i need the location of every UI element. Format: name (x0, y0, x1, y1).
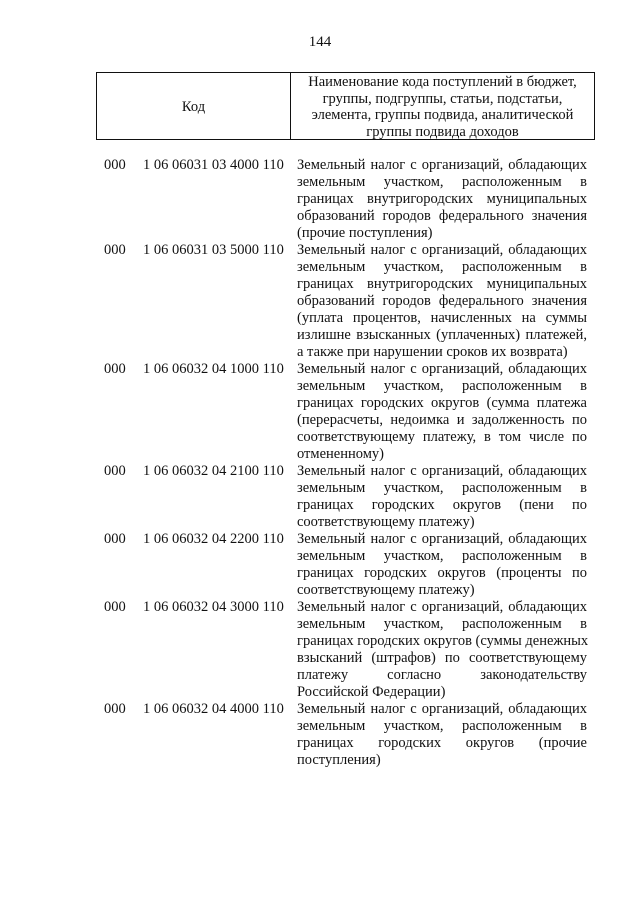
description-line: границах городских округов (суммы денежных (297, 633, 589, 649)
description-line: Земельный налог с организаций, обладающих (297, 242, 587, 258)
description-line: (уплата процентов, начисленных на суммы (297, 310, 587, 326)
description-line: границах городских округов (сумма платежа (297, 395, 587, 411)
description-line: Земельный налог с организаций, обладающих (297, 531, 587, 547)
description-line: земельным участком, расположенным в (297, 480, 587, 496)
description-line: излишне взысканных (уплаченных) платежей, (297, 327, 587, 343)
description-line: соответствующему платежу, в том числе по (297, 429, 587, 445)
description-line: земельным участком, расположенным в (297, 378, 587, 394)
row-description (297, 361, 587, 463)
row-description (297, 463, 587, 531)
description-line: Российской Федерации) (297, 684, 446, 700)
page-number: 144 (308, 34, 332, 50)
row-admin-code: 000 (104, 242, 126, 258)
description-line: земельным участком, расположенным в (297, 174, 587, 190)
description-line: соответствующему платежу) (297, 514, 475, 530)
table-row (0, 157, 640, 242)
description-line: Земельный налог с организаций, обладающих (297, 361, 587, 377)
row-income-code: 1 06 06032 04 2200 110 (143, 531, 284, 547)
description-line: Земельный налог с организаций, обладающих (297, 157, 587, 173)
table-header (96, 72, 595, 140)
row-admin-code: 000 (104, 463, 126, 479)
row-description (297, 599, 587, 701)
row-income-code: 1 06 06032 04 3000 110 (143, 599, 284, 615)
description-line: земельным участком, расположенным в (297, 616, 587, 632)
table-row (0, 701, 640, 769)
row-admin-code: 000 (104, 157, 126, 173)
row-income-code: 1 06 06032 04 4000 110 (143, 701, 284, 717)
table-row (0, 463, 640, 531)
description-line: (прочие поступления) (297, 225, 433, 241)
row-admin-code: 000 (104, 531, 126, 547)
description-line: Земельный налог с организаций, обладающих (297, 463, 587, 479)
description-line: платежу согласно законодательству (297, 667, 587, 683)
row-description (297, 157, 587, 242)
description-line: соответствующему платежу) (297, 582, 475, 598)
table-row (0, 531, 640, 599)
description-line: границах городских округов (пени по (297, 497, 587, 513)
description-line: а также при нарушении сроков их возврата) (297, 344, 568, 360)
description-line: земельным участком, расположенным в (297, 548, 587, 564)
row-income-code: 1 06 06031 03 4000 110 (143, 157, 284, 173)
row-income-code: 1 06 06032 04 2100 110 (143, 463, 284, 479)
row-income-code: 1 06 06031 03 5000 110 (143, 242, 284, 258)
row-admin-code: 000 (104, 599, 126, 615)
description-line: поступления) (297, 752, 381, 768)
income-codes-list (0, 157, 640, 769)
description-line: (перерасчеты, недоимка и задолженность по (297, 412, 587, 428)
description-line: земельным участком, расположенным в (297, 718, 587, 734)
description-line: Земельный налог с организаций, обладающих (297, 599, 587, 615)
table-row (0, 599, 640, 701)
table-row (0, 242, 640, 361)
header-name-label (291, 73, 594, 139)
row-description (297, 242, 587, 361)
description-line: отмененному) (297, 446, 384, 462)
header-name-line: элемента, группы подвида, аналитической (311, 107, 574, 123)
description-line: границах городских округов (прочие (297, 735, 587, 751)
header-name-line: группы, подгруппы, статьи, подстатьи, (322, 90, 563, 107)
row-admin-code: 000 (104, 701, 126, 717)
description-line: образований городов федерального значения (297, 293, 587, 309)
description-line: земельным участком, расположенным в (297, 259, 587, 275)
header-name-line: группы подвида доходов (366, 123, 519, 140)
description-line: границах внутригородских муниципальных (297, 276, 587, 292)
description-line: взысканий (штрафов) по соответствующему (297, 650, 587, 666)
row-admin-code: 000 (104, 361, 126, 377)
row-description (297, 701, 587, 769)
description-line: границах внутригородских муниципальных (297, 191, 587, 207)
description-line: образований городов федерального значения (297, 208, 587, 224)
description-line: Земельный налог с организаций, обладающих (297, 701, 587, 717)
header-code-label: Код (97, 73, 291, 139)
table-row (0, 361, 640, 463)
row-income-code: 1 06 06032 04 1000 110 (143, 361, 284, 377)
description-line: границах городских округов (проценты по (297, 565, 587, 581)
header-name-line: Наименование кода поступлений в бюджет, (308, 74, 577, 90)
row-description (297, 531, 587, 599)
